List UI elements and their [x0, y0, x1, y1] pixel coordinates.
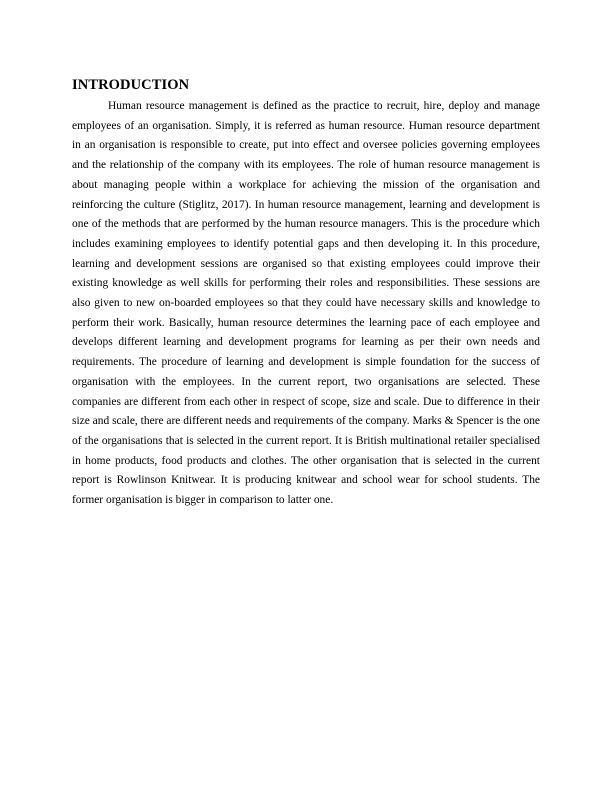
body-paragraph: Human resource management is defined as the practice to recruit, hire, deploy and manage employees of an organisation. Simply, it is referred as human resource. Human resource department in an organisation is responsible to create, put into effect and oversee policies governing employees and the relationship of the company with its employees. The role of human resource management is about managing people within a workplace for achieving the mission of the organisation and reinforcing the culture (Stiglitz, 2017). In human resource management, learning and development is one of the methods that are performed by the human resource managers. This is the procedure which includes examining employees to identify potential gaps and then developing it. In this procedure, learning and development sessions are organised so that existing employees could improve their existing knowledge as well skills for performing their roles and responsibilities. These sessions are also given to new on-boarded employees so that they could have necessary skills and knowledge to perform their work. Basically, human resource determines the learning pace of each employee and develops different learning and development programs for learning as per their own needs and requirements. The procedure of learning and development is simple foundation for the success of organisation with the employees. In the current report, two organisations are selected. These companies are different from each other in respect of scope, size and scale. Due to difference in their size and scale, there are different needs and requirements of the company. Marks & Spencer is the one of the organisations that is selected in the current report. It is British multinational retailer specialised in home products, food products and clothes. The other organisation that is selected in the current report is Rowlinson Knitwear. It is producing knitwear and school wear for school students. The former organisation is bigger in comparison to latter one.	[72, 100, 540, 507]
document-body	[72, 76, 540, 511]
section-heading: INTRODUCTION	[72, 77, 190, 93]
